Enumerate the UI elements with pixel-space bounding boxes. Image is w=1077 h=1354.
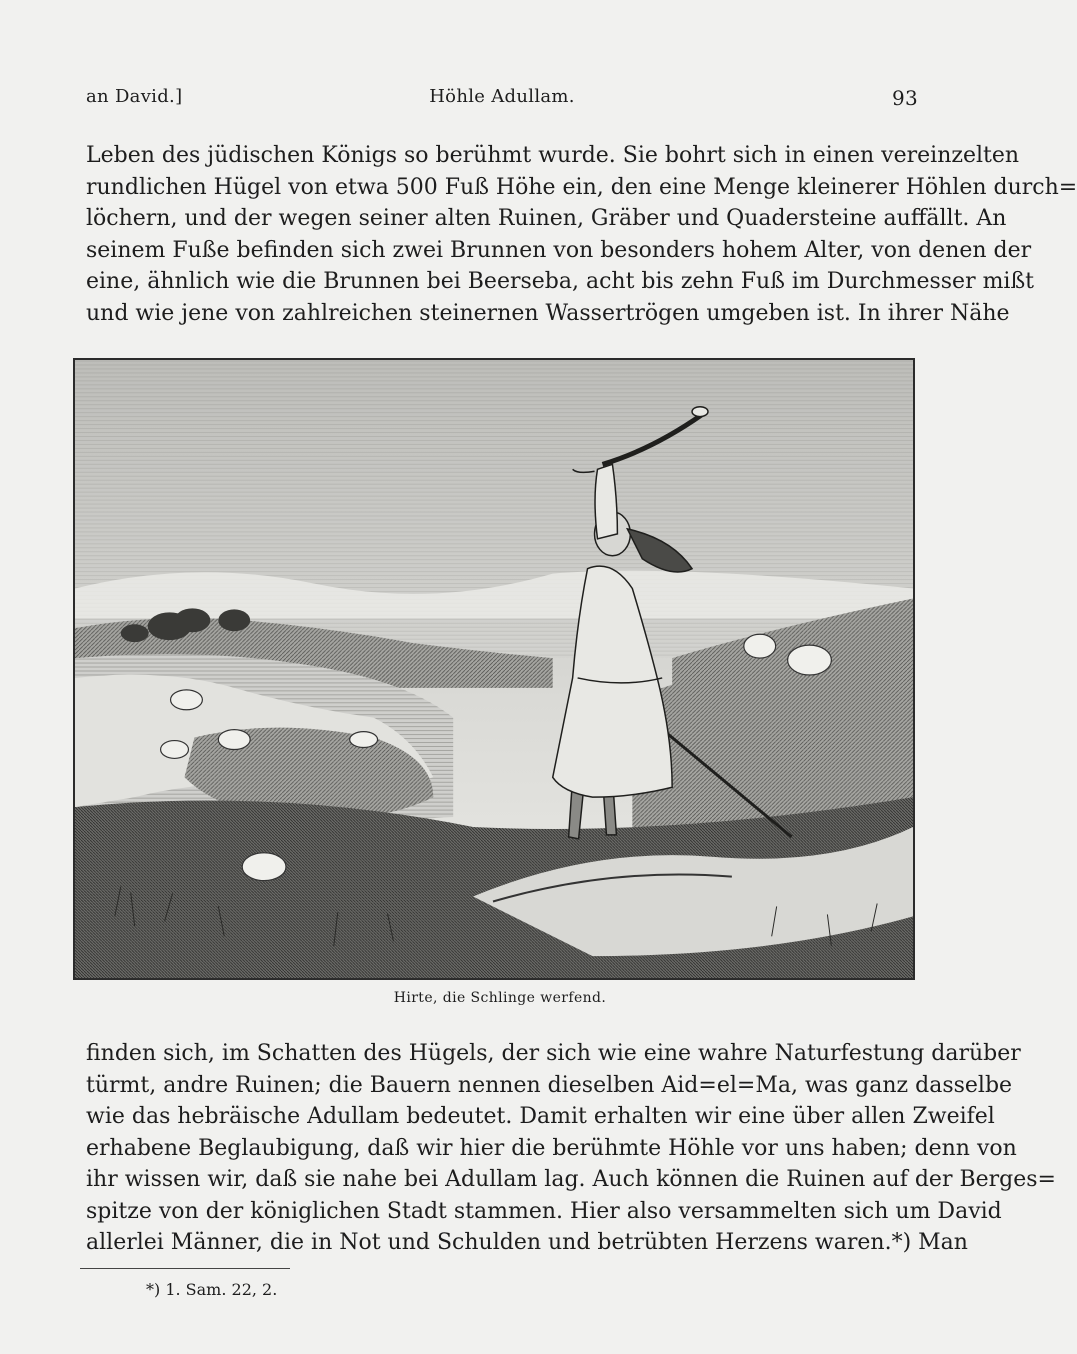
text-line: allerlei Männer, die in Not und Schulden und betrübten Herzens waren.*) Man (86, 1230, 968, 1255)
text-line: eine, ähnlich wie die Brunnen bei Beerseba, acht bis zehn Fuß im Durchmesser mißt (86, 269, 1035, 294)
engraving-illustration (73, 358, 915, 980)
text-line: wie das hebräische Adullam bedeutet. Damit erhalten wir eine über allen Zweifel (86, 1104, 995, 1129)
text-line: finden sich, im Schatten des Hügels, der sich wie eine wahre Naturfestung darüber (86, 1041, 1021, 1066)
footnote-rule (80, 1268, 290, 1269)
text-line: ihr wissen wir, daß sie nahe bei Adullam lag. Auch können die Ruinen auf der Berges= (86, 1167, 1056, 1192)
text-line: erhabene Beglaubigung, daß wir hier die berühmte Höhle vor uns haben; denn von (86, 1135, 1017, 1161)
text-line: und wie jene von zahlreichen steinernen Wassertrögen umgeben ist. In ihrer Nähe (86, 300, 1010, 326)
figure-caption: Hirte, die Schlinge werfend. (393, 990, 607, 1006)
text-line: löchern, und der wegen seiner alten Ruinen, Gräber und Quadersteine auffällt. An (86, 206, 1007, 231)
running-head-left: an David.] (86, 86, 183, 107)
text-line: spitze von der königlichen Stadt stammen. Hier also versammelten sich um David (86, 1198, 1002, 1224)
shepherd-illustration (75, 360, 913, 978)
text-line: türmt, andre Ruinen; die Bauern nennen dieselben Aid=el=Ma, was ganz dasselbe (86, 1072, 1013, 1098)
running-head-title: Höhle Adullam. (429, 86, 575, 107)
paragraph-top (86, 140, 1077, 329)
text-line: Leben des jüdischen Königs so berühmt wurde. Sie bohrt sich in einen vereinzelten (86, 143, 1020, 168)
text-line: rundlichen Hügel von etwa 500 Fuß Höhe ein, den eine Menge kleinerer Höhlen durch= (86, 174, 1077, 200)
page-number: 93 (891, 86, 918, 110)
running-head (86, 86, 918, 114)
footnote: *) 1. Sam. 22, 2. (146, 1280, 278, 1299)
paragraph-bottom (86, 1038, 1056, 1259)
text-line: seinem Fuße befinden sich zwei Brunnen von besonders hohem Alter, von denen der (86, 237, 1032, 263)
